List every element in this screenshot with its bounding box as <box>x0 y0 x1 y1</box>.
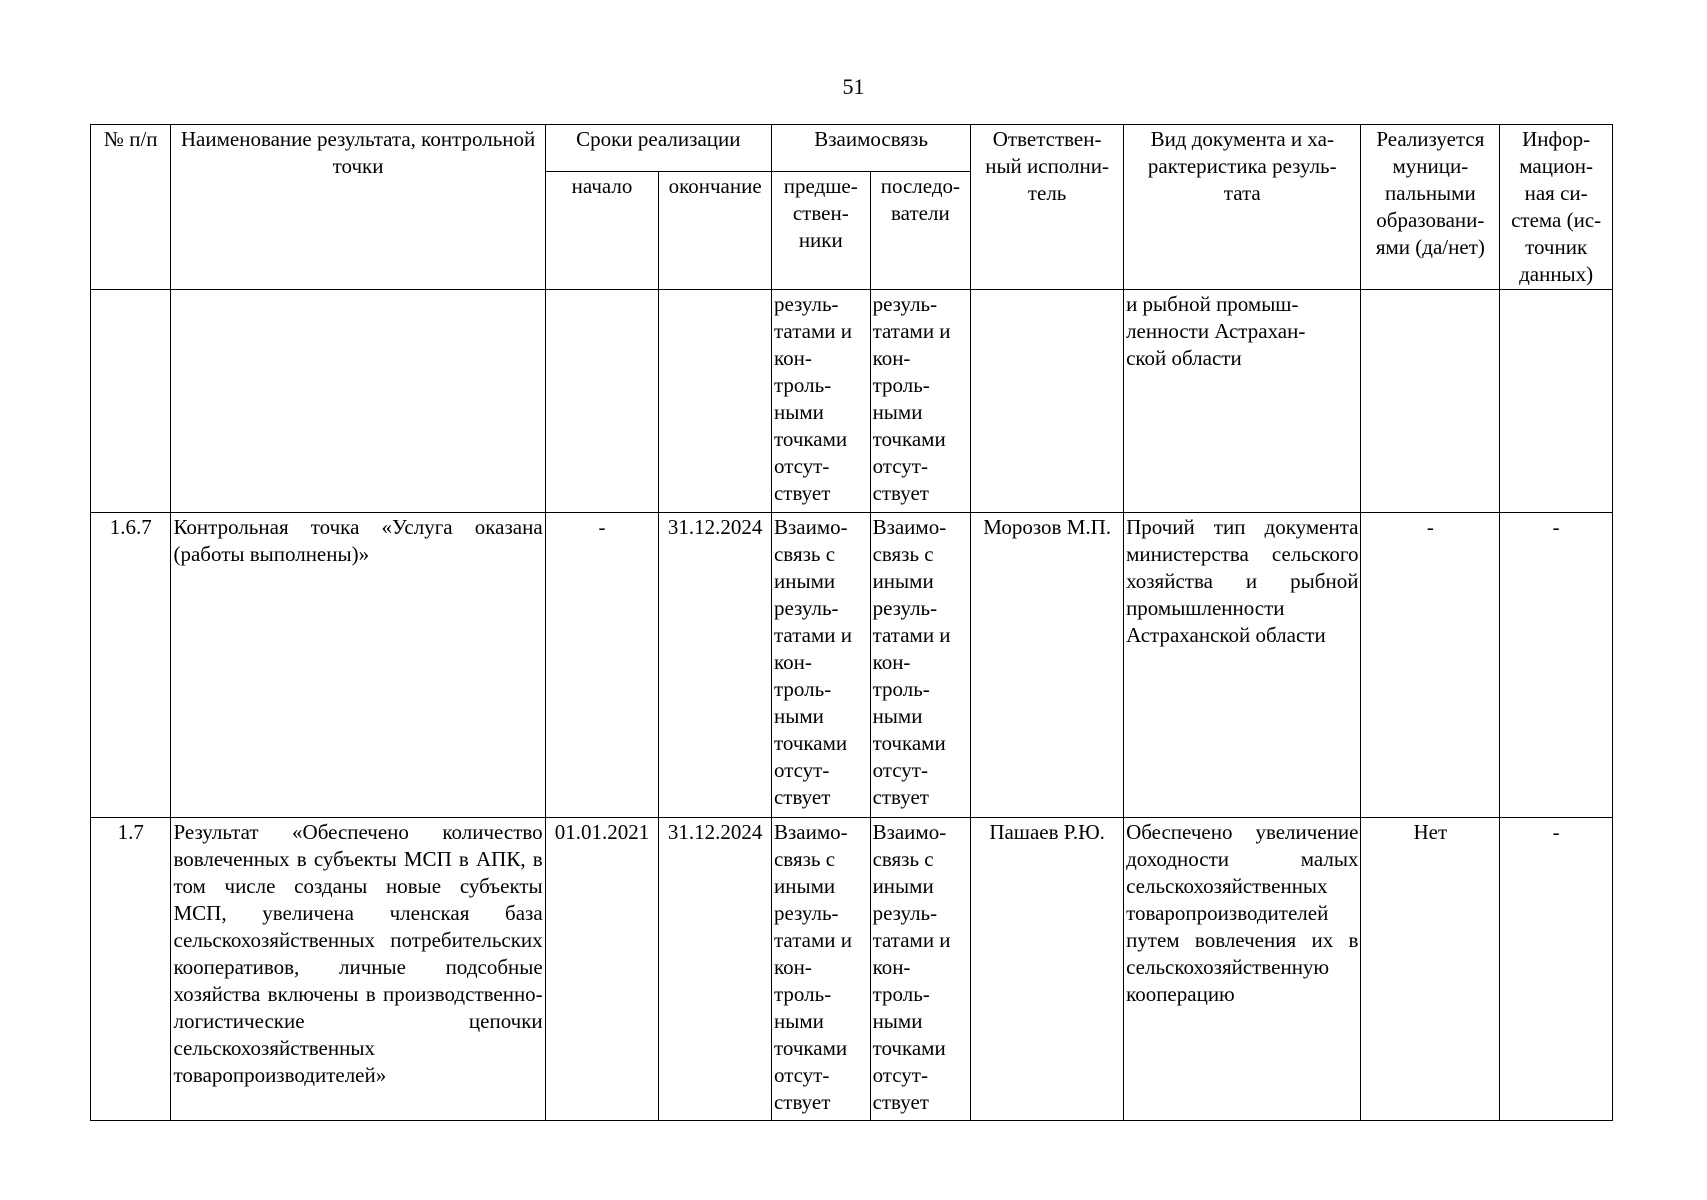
col-header-start: начало <box>545 172 659 290</box>
header-row-1 <box>91 125 1613 172</box>
cell-num <box>91 290 171 513</box>
col-header-relation: Взаимосвязь <box>771 125 970 172</box>
cell-doc-type: Обеспечено увеличение доходности малых сельскохозяйственных товаропроизводителей путем вовлечения их в сельскохозяйственную кооперацию <box>1124 818 1361 1121</box>
cell-start: - <box>545 513 659 818</box>
cell-start: 01.01.2021 <box>545 818 659 1121</box>
col-header-info-system-text: Инфор- мацион- ная си- стема (ис- точник данных) <box>1511 127 1602 286</box>
cell-name <box>171 290 545 513</box>
cell-info-system: - <box>1500 513 1613 818</box>
cell-start <box>545 290 659 513</box>
col-header-predecessors <box>771 172 870 290</box>
cell-responsible: Морозов М.П. <box>971 513 1124 818</box>
cell-successors-text: Взаимо- связь с иными резуль- татами и кон- троль- ными точками отсут- ствует <box>872 820 951 1114</box>
cell-end <box>659 290 772 513</box>
cell-successors <box>870 513 971 818</box>
col-header-info-system <box>1500 125 1613 290</box>
col-header-municipal <box>1361 125 1500 290</box>
cell-predecessors-text: резуль- татами и кон- троль- ными точками отсут- ствует <box>773 292 852 505</box>
col-header-name-text: Наименование результата, контрольной точки <box>180 127 536 178</box>
cell-successors <box>870 290 971 513</box>
cell-name: Результат «Обеспечено количество вовлеченных в субъекты МСП в АПК, в том числе созданы новые субъекты МСП, увеличена членская база сельскохозяйственных потребительских кооперативов, личные подсобные хозяйства включены в производственно-логистические цепочки сельскохозяйственных товаропроизводителей» <box>171 818 545 1121</box>
cell-predecessors <box>771 818 870 1121</box>
cell-predecessors <box>771 290 870 513</box>
cell-municipal: Нет <box>1361 818 1500 1121</box>
col-header-doc-type-text: Вид документа и ха- рактеристика резуль- тата <box>1147 127 1337 205</box>
results-table <box>90 124 1613 1121</box>
cell-responsible: Пашаев Р.Ю. <box>971 818 1124 1121</box>
cell-name: Контрольная точка «Услуга оказана (работы выполнены)» <box>171 513 545 818</box>
cell-end: 31.12.2024 <box>659 818 772 1121</box>
cell-end: 31.12.2024 <box>659 513 772 818</box>
cell-responsible <box>971 290 1124 513</box>
col-header-num: № п/п <box>91 125 171 290</box>
table-row <box>91 290 1613 513</box>
col-header-name <box>171 125 545 290</box>
cell-doc-type: Прочий тип документа министерства сельского хозяйства и рыбной промышленности Астраханской области <box>1124 513 1361 818</box>
cell-successors <box>870 818 971 1121</box>
cell-num: 1.6.7 <box>91 513 171 818</box>
cell-predecessors <box>771 513 870 818</box>
col-header-terms: Сроки реализации <box>545 125 771 172</box>
table-row <box>91 513 1613 818</box>
cell-info-system: - <box>1500 818 1613 1121</box>
col-header-predecessors-text: предше- ствен- ники <box>783 174 858 252</box>
col-header-responsible <box>971 125 1124 290</box>
col-header-municipal-text: Реализуется муници- пальными образовани- ями (да/нет) <box>1375 127 1485 259</box>
page-number: 51 <box>842 74 865 99</box>
col-header-successors-text: последо- ватели <box>880 174 961 225</box>
cell-num: 1.7 <box>91 818 171 1121</box>
cell-municipal <box>1361 290 1500 513</box>
col-header-doc-type <box>1124 125 1361 290</box>
cell-predecessors-text: Взаимо- связь с иными резуль- татами и кон- троль- ными точками отсут- ствует <box>773 820 852 1114</box>
cell-doc-type-text: и рыбной промыш- ленности Астрахан- ской области <box>1126 292 1306 370</box>
col-header-end: окончание <box>659 172 772 290</box>
cell-municipal: - <box>1361 513 1500 818</box>
cell-predecessors-text: Взаимо- связь с иными резуль- татами и кон- троль- ными точками отсут- ствует <box>773 515 852 809</box>
col-header-responsible-text: Ответствен- ный исполни- тель <box>985 127 1110 205</box>
cell-successors-text: резуль- татами и кон- троль- ными точками отсут- ствует <box>872 292 951 505</box>
cell-info-system <box>1500 290 1613 513</box>
table-row <box>91 818 1613 1121</box>
cell-successors-text: Взаимо- связь с иными резуль- татами и кон- троль- ными точками отсут- ствует <box>872 515 951 809</box>
cell-doc-type <box>1124 290 1361 513</box>
col-header-successors <box>870 172 971 290</box>
